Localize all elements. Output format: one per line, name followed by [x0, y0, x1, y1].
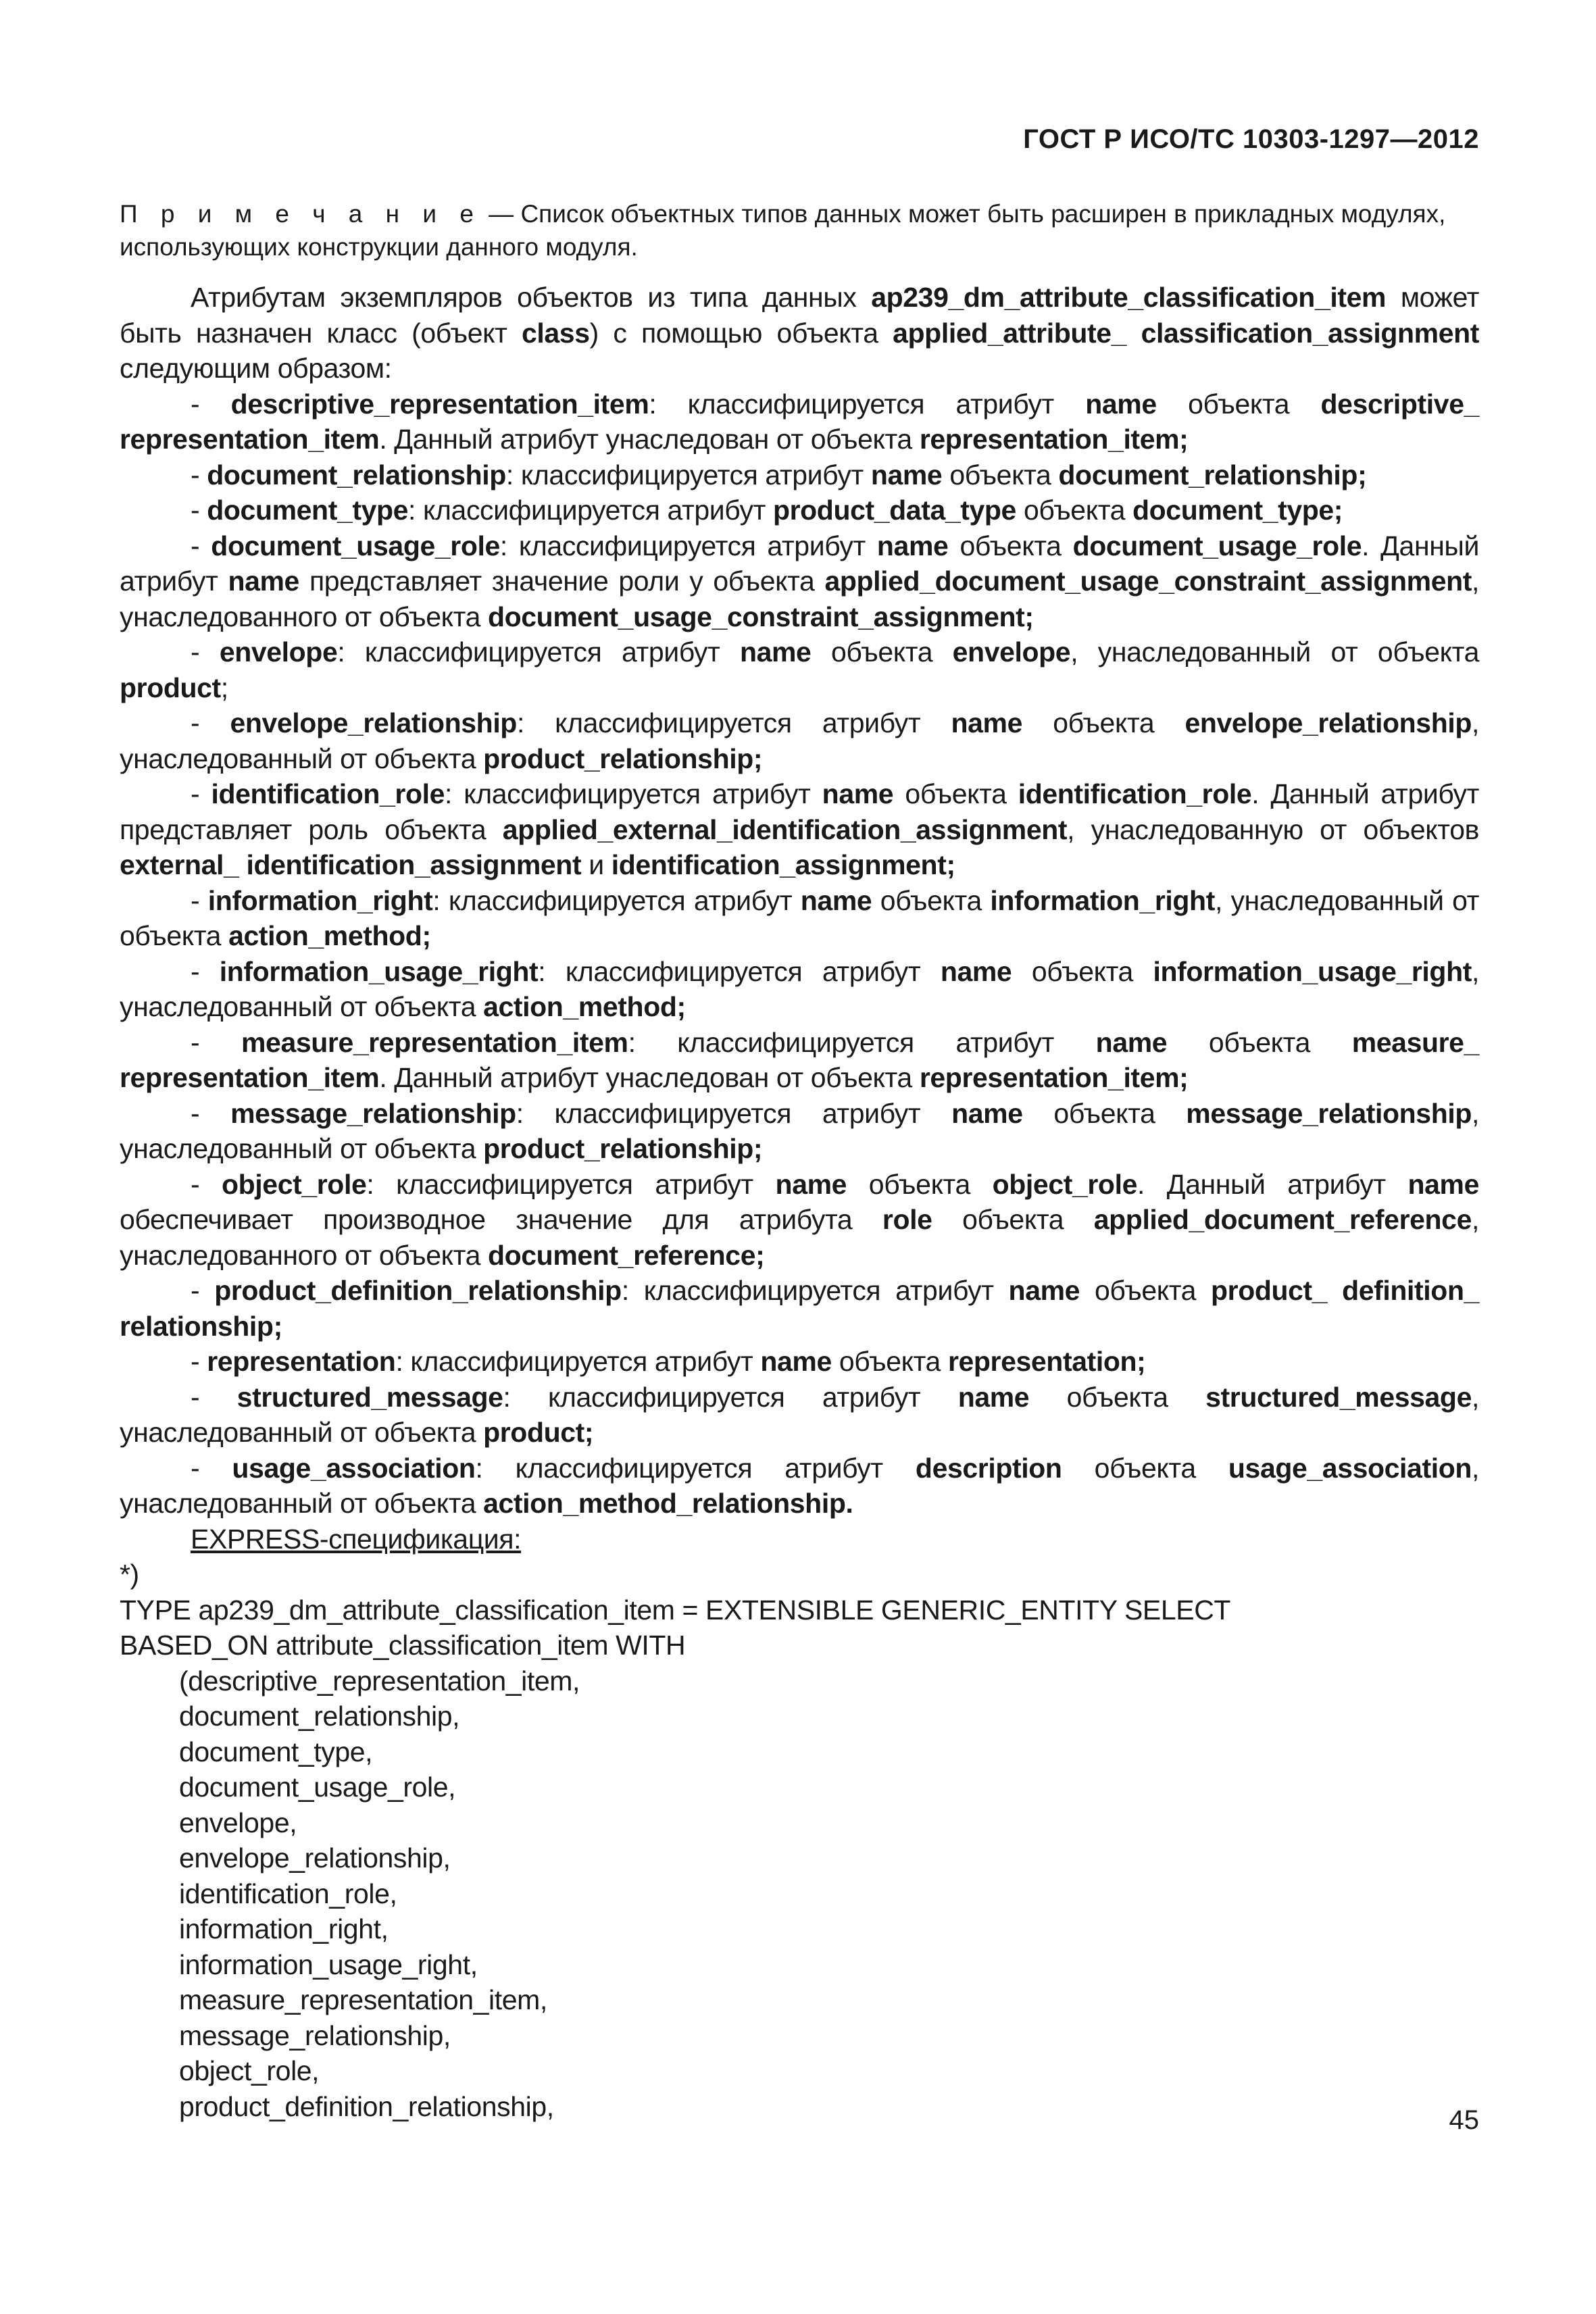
text-run: , унаследованный от объекта	[120, 1381, 1479, 1448]
bold-term: usage_association	[232, 1452, 476, 1484]
classification-item	[120, 1096, 1479, 1167]
text-run: -	[191, 1381, 237, 1413]
text-run: : классифицируется атрибут	[432, 884, 801, 916]
bold-term: representation_item;	[919, 424, 1189, 455]
bold-term: name	[1095, 1026, 1168, 1058]
bold-term: identification_assignment;	[611, 849, 955, 880]
express-entry: measure_representation_item,	[179, 1984, 547, 2015]
classification-item	[120, 776, 1479, 883]
bold-term: name	[951, 1097, 1023, 1129]
text-run: . Данный атрибут унаследован от объекта	[379, 1062, 920, 1093]
text-run: объекта	[1029, 1381, 1206, 1413]
classification-item	[120, 528, 1479, 635]
bold-term: name	[951, 707, 1022, 738]
text-run: объекта	[1016, 495, 1133, 526]
express-entry: information_right,	[179, 1913, 389, 1944]
bold-term: representation	[207, 1346, 396, 1377]
bold-term: descriptive_ representation_item	[120, 388, 1479, 455]
express-entry: document_usage_role,	[179, 1771, 456, 1803]
bold-term: product_definition_relationship	[214, 1275, 622, 1306]
bold-term: applied_document_reference	[1093, 1204, 1472, 1235]
express-spec-label: EXPRESS-спецификация:	[191, 1523, 522, 1555]
express-entry: identification_role,	[179, 1878, 397, 1909]
bold-term: action_method_relationship.	[483, 1488, 853, 1519]
express-entry: object_role,	[179, 2055, 320, 2086]
text-run: -	[191, 388, 231, 420]
bold-term: name	[760, 1346, 832, 1377]
page-number: 45	[1449, 2105, 1479, 2135]
classification-item	[120, 954, 1479, 1025]
bold-term: descriptive_representation_item	[230, 388, 649, 420]
bold-term: name	[775, 1168, 847, 1200]
bold-term: name	[1085, 388, 1157, 420]
text-run: : классифицируется атрибут	[499, 530, 877, 561]
express-entry: envelope,	[179, 1807, 297, 1838]
express-entry: document_type,	[179, 1736, 373, 1767]
text-run: ;	[220, 672, 228, 703]
bold-term: product;	[483, 1417, 594, 1448]
text-run: объекта	[948, 530, 1073, 561]
intro-paragraph	[120, 280, 1479, 386]
express-entry: envelope_relationship,	[179, 1842, 451, 1873]
text-run: , унаследованный от объекта	[120, 707, 1479, 774]
classification-item	[120, 883, 1479, 954]
classification-item	[120, 1025, 1479, 1096]
text-run: , унаследованный от объекта	[120, 884, 1479, 951]
text-run: объекта	[1022, 1097, 1187, 1129]
text-run: объекта	[942, 459, 1059, 491]
text-run: -	[191, 1026, 241, 1058]
express-entry: message_relationship,	[179, 2019, 451, 2051]
bold-term: name	[800, 884, 872, 916]
text-run: объекта	[1062, 1452, 1228, 1484]
classification-item-list	[120, 386, 1479, 1521]
bold-term: object_role	[222, 1168, 367, 1200]
text-run: -	[191, 1097, 231, 1129]
text-run: объекта	[1022, 707, 1185, 738]
bold-term: envelope_relationship	[1184, 707, 1472, 738]
bold-term: name	[957, 1381, 1030, 1413]
bold-term: document_usage_role	[211, 530, 500, 561]
bold-term: product	[120, 672, 221, 703]
text-run: : классифицируется атрибут	[516, 1097, 952, 1129]
bold-term: structured_message	[236, 1381, 503, 1413]
text-run: -	[191, 1168, 222, 1200]
text-run: объекта	[872, 884, 991, 916]
text-run: , унаследованного от объекта	[120, 565, 1480, 632]
text-run: . Данный атрибут	[120, 530, 1480, 597]
bold-term: message_relationship	[1186, 1097, 1472, 1129]
note-paragraph	[120, 197, 1479, 263]
text-run: : классифицируется атрибут	[366, 1168, 776, 1200]
bold-term: action_method;	[228, 920, 431, 951]
page-content	[120, 197, 1479, 2124]
text-run: : классифицируется атрибут	[538, 955, 941, 987]
text-run: : классифицируется атрибут	[408, 495, 773, 526]
classification-item	[120, 493, 1479, 528]
express-entry: information_usage_right,	[179, 1948, 478, 1980]
text-run: объекта	[893, 778, 1018, 809]
text-run: : классифицируется атрибут	[621, 1275, 1009, 1306]
text-run: , унаследованную от объектов	[1067, 813, 1479, 845]
bold-term: product_ definition_ relationship;	[120, 1275, 1479, 1342]
bold-term: applied_document_usage_constraint_assignment	[824, 565, 1472, 597]
bold-term: information_right	[207, 884, 433, 916]
text-run: -	[191, 778, 211, 809]
classification-item	[120, 386, 1479, 457]
bold-term: name	[228, 565, 299, 597]
text-run: объекта	[1012, 955, 1153, 987]
text-run: , унаследованный от объекта	[120, 1097, 1479, 1164]
text-run: , унаследованный от объекта	[120, 1452, 1479, 1519]
bold-term: envelope_relationship	[230, 707, 517, 738]
bold-term: envelope	[219, 636, 338, 668]
text-run: может быть назначен класс (объект	[120, 282, 1479, 349]
bold-term: name	[1008, 1275, 1080, 1306]
text-run: , унаследованный от объекта	[120, 955, 1479, 1022]
bold-term: representation_item;	[919, 1062, 1189, 1093]
text-run: : классифицируется атрибут	[395, 1346, 761, 1377]
classification-item	[120, 1380, 1479, 1451]
bold-term: name	[940, 955, 1012, 987]
bold-term: identification_role	[211, 778, 445, 809]
bold-term: applied_attribute_ classification_assignment	[893, 317, 1479, 349]
express-type-line: TYPE ap239_dm_attribute_classification_item = EXTENSIBLE GENERIC_ENTITY SELECT	[120, 1594, 1231, 1626]
express-based-line: BASED_ON attribute_classification_item WITH	[120, 1630, 686, 1661]
bold-term: document_type;	[1132, 495, 1343, 526]
bold-term: document_relationship	[207, 459, 506, 491]
bold-term: document_type	[207, 495, 409, 526]
classification-item	[120, 1451, 1479, 1521]
text-run: -	[191, 459, 207, 491]
text-run: -	[191, 1452, 232, 1484]
text-run: ) с помощью объекта	[589, 317, 893, 349]
text-run: -	[191, 707, 230, 738]
text-run: : классифицируется атрибут	[503, 1381, 958, 1413]
express-entry: document_relationship,	[179, 1701, 460, 1732]
text-run: -	[191, 955, 220, 987]
text-run: , унаследованного от объекта	[120, 1204, 1479, 1271]
text-run: : классифицируется атрибут	[337, 636, 740, 668]
text-run: объекта	[1167, 1026, 1352, 1058]
text-run: -	[191, 495, 207, 526]
bold-term: description	[915, 1452, 1062, 1484]
text-run: -	[191, 530, 211, 561]
standard-header: ГОСТ Р ИСО/ТС 10303-1297—2012	[1023, 124, 1479, 154]
bold-term: document_relationship;	[1058, 459, 1367, 491]
bold-term: information_usage_right	[219, 955, 539, 987]
express-code-block	[120, 1557, 1479, 2124]
bold-term: class	[522, 317, 590, 349]
text-run: : классифицируется атрибут	[445, 778, 822, 809]
bold-term: information_usage_right	[1153, 955, 1472, 987]
bold-term: information_right	[990, 884, 1215, 916]
text-run: , унаследованный от объекта	[1070, 636, 1479, 668]
text-run: и	[581, 849, 612, 880]
text-run: : классифицируется атрибут	[475, 1452, 916, 1484]
text-run: : классифицируется атрибут	[505, 459, 871, 491]
express-entry: product_definition_relationship,	[179, 2090, 554, 2122]
text-run: : классифицируется атрибут	[649, 388, 1086, 420]
bold-term: envelope	[952, 636, 1071, 668]
classification-item	[120, 705, 1479, 776]
text-run: объекта	[831, 1346, 948, 1377]
express-entry: (descriptive_representation_item,	[179, 1665, 580, 1696]
note-text: — Список объектных типов данных может быть расширен в прикладных модулях, использующих конструкции данного модуля.	[120, 200, 1446, 261]
text-run: -	[191, 1346, 207, 1377]
bold-term: ap239_dm_attribute_classification_item	[871, 282, 1387, 313]
classification-item	[120, 457, 1479, 493]
note-label: П р и м е ч а н и е	[120, 200, 482, 228]
text-run: объекта	[932, 1204, 1094, 1235]
classification-item	[120, 1344, 1479, 1380]
bold-term: name	[870, 459, 943, 491]
text-run: -	[191, 636, 220, 668]
text-run: представляет значение роли у объекта	[299, 565, 825, 597]
text-run: . Данный атрибут представляет роль объекта	[120, 778, 1480, 845]
text-run: -	[191, 1275, 215, 1306]
text-run: . Данный атрибут	[1137, 1168, 1408, 1200]
bold-term: product_relationship;	[483, 1133, 763, 1164]
bold-term: measure_representation_item	[241, 1026, 628, 1058]
text-run: Атрибутам экземпляров объектов из типа данных	[191, 282, 872, 313]
bold-term: document_usage_constraint_assignment;	[487, 601, 1034, 632]
text-run: -	[191, 884, 208, 916]
text-run: объекта	[1080, 1275, 1211, 1306]
bold-term: document_usage_role	[1072, 530, 1362, 561]
text-run: : классифицируется атрибут	[516, 707, 951, 738]
text-run: . Данный атрибут унаследован от объекта	[379, 424, 920, 455]
text-run: : классифицируется атрибут	[628, 1026, 1096, 1058]
text-run: объекта	[847, 1168, 993, 1200]
bold-term: document_reference;	[487, 1239, 765, 1271]
bold-term: message_relationship	[230, 1097, 516, 1129]
bold-term: external_ identification_assignment	[120, 849, 582, 880]
express-opener: *)	[120, 1559, 139, 1590]
classification-item	[120, 634, 1479, 705]
bold-term: name	[739, 636, 812, 668]
bold-term: object_role	[992, 1168, 1137, 1200]
bold-term: representation;	[947, 1346, 1146, 1377]
bold-term: structured_message	[1205, 1381, 1472, 1413]
bold-term: name	[1407, 1168, 1480, 1200]
bold-term: usage_association	[1228, 1452, 1472, 1484]
text-run: объекта	[811, 636, 953, 668]
text-run: объекта	[1156, 388, 1321, 420]
bold-term: applied_external_identification_assignment	[502, 813, 1068, 845]
text-run: следующим образом:	[120, 353, 392, 384]
bold-term: product_relationship;	[483, 743, 763, 774]
bold-term: name	[822, 778, 894, 809]
express-entry-list	[120, 1663, 1479, 2125]
text-run: обеспечивает производное значение для атрибута	[120, 1204, 882, 1235]
bold-term: action_method;	[483, 991, 686, 1022]
bold-term: identification_role	[1018, 778, 1252, 809]
bold-term: measure_ representation_item	[120, 1026, 1479, 1093]
bold-term: role	[882, 1204, 932, 1235]
bold-term: name	[876, 530, 949, 561]
bold-term: product_data_type	[772, 495, 1016, 526]
classification-item	[120, 1273, 1479, 1344]
classification-item	[120, 1167, 1479, 1274]
